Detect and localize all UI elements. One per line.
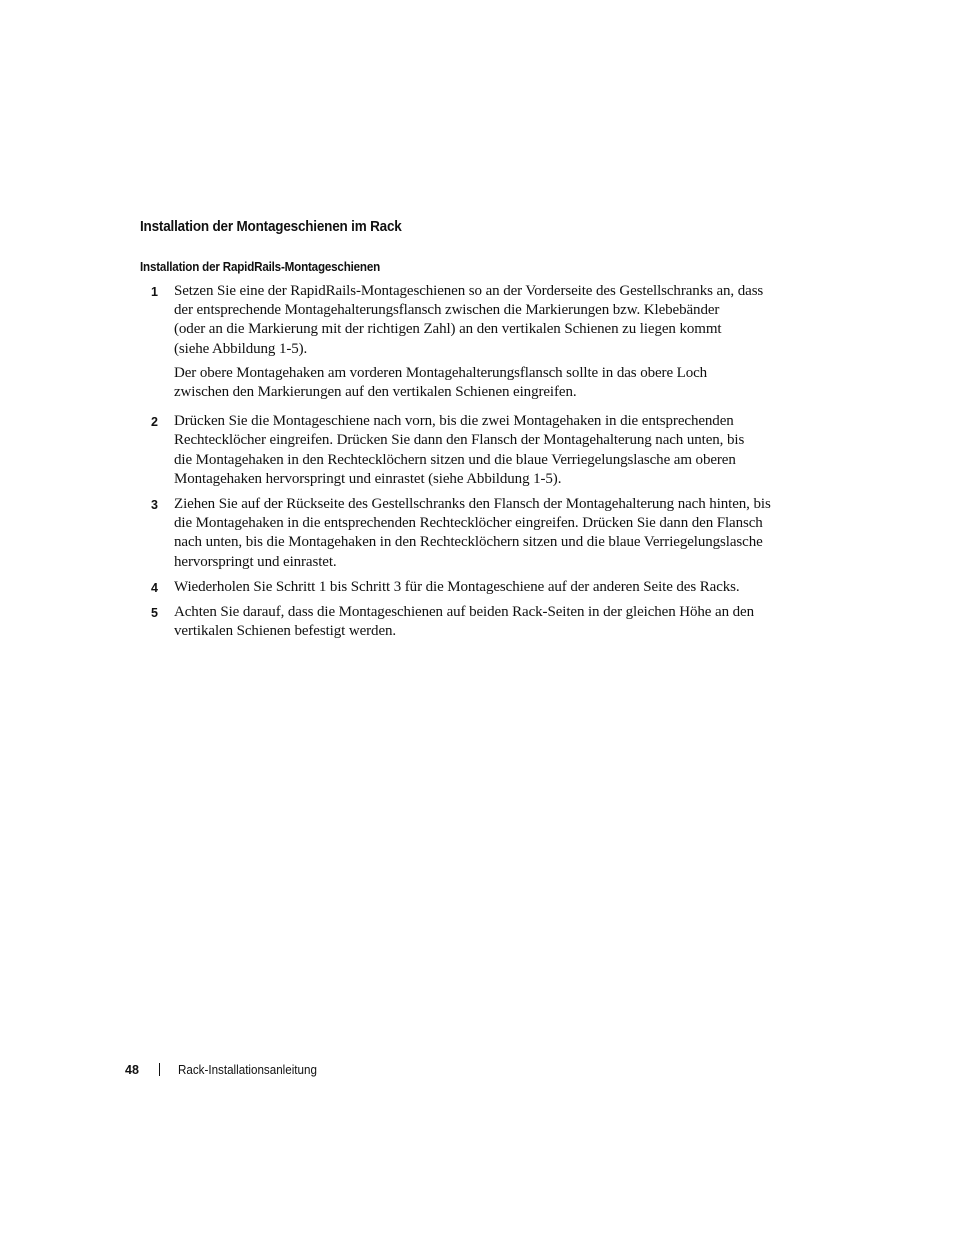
step-item — [140, 603, 820, 641]
footer-separator — [159, 1063, 160, 1076]
text-line: (siehe Abbildung 1-5). — [174, 340, 308, 357]
page-number: 48 — [125, 1063, 139, 1077]
text-line: die Montagehaken in den Rechtecklöchern sitzen und die blaue Verriegelungslasche am oberen — [174, 451, 736, 468]
text-line: hervorspringt und einrastet. — [174, 553, 337, 570]
step-item — [140, 412, 820, 489]
step-item — [140, 282, 820, 402]
step-number: 5 — [151, 606, 158, 621]
step-list — [140, 282, 820, 647]
text-line: Rechtecklöcher eingreifen. Drücken Sie dann den Flansch der Montagehalterung nach unten, bis — [174, 432, 745, 449]
step-number: 2 — [151, 415, 158, 430]
step-number: 1 — [151, 285, 158, 299]
step-text — [174, 282, 820, 359]
step-number: 4 — [151, 580, 158, 595]
section-heading: Installation der Montageschienen im Rack — [140, 219, 402, 235]
text-line: die Montagehaken in die entsprechenden Rechtecklöcher eingreifen. Drücken Sie dann den Flansch — [174, 515, 763, 532]
step-note — [174, 364, 820, 402]
text-line: Wiederholen Sie Schritt 1 bis Schritt 3 für die Montageschiene auf der anderen Seite des Racks. — [174, 578, 740, 595]
step-text — [174, 412, 820, 489]
text-line: Montagehaken hervorspringt und einrastet (siehe Abbildung 1-5). — [174, 470, 562, 487]
step-text — [174, 603, 820, 641]
page-footer — [125, 1063, 327, 1077]
text-line: Drücken Sie die Montageschiene nach vorn, bis die zwei Montagehaken in die entsprechenden — [174, 413, 734, 430]
subsection-heading: Installation der RapidRails-Montageschienen — [140, 260, 381, 274]
text-line: vertikalen Schienen befestigt werden. — [174, 623, 397, 640]
text-line: der entsprechende Montagehalterungsflansch zwischen die Markierungen bzw. Klebebänder — [174, 302, 720, 319]
step-item — [140, 495, 820, 572]
document-title: Rack-Installationsanleitung — [177, 1063, 317, 1077]
step-text — [174, 578, 820, 597]
text-line: zwischen den Markierungen auf den vertikalen Schienen eingreifen. — [174, 384, 577, 401]
step-text — [174, 495, 820, 572]
text-line: nach unten, bis die Montagehaken in den Rechtecklöchern sitzen und die blaue Verriegelungslasche — [174, 534, 763, 551]
text-line: Achten Sie darauf, dass die Montageschienen auf beiden Rack-Seiten in der gleichen Höhe an den — [174, 604, 754, 621]
text-line: Setzen Sie eine der RapidRails-Montageschienen so an der Vorderseite des Gestellschranks an, dass — [174, 283, 764, 299]
text-line: Ziehen Sie auf der Rückseite des Gestellschranks den Flansch der Montagehalterung nach hinten, bis — [174, 496, 771, 513]
step-number: 3 — [151, 498, 158, 513]
step-item — [140, 578, 820, 597]
text-line: (oder an die Markierung mit der richtigen Zahl) an den vertikalen Schienen zu liegen kommt — [174, 321, 722, 338]
text-line: Der obere Montagehaken am vorderen Montagehalterungsflansch sollte in das obere Loch — [174, 364, 708, 381]
